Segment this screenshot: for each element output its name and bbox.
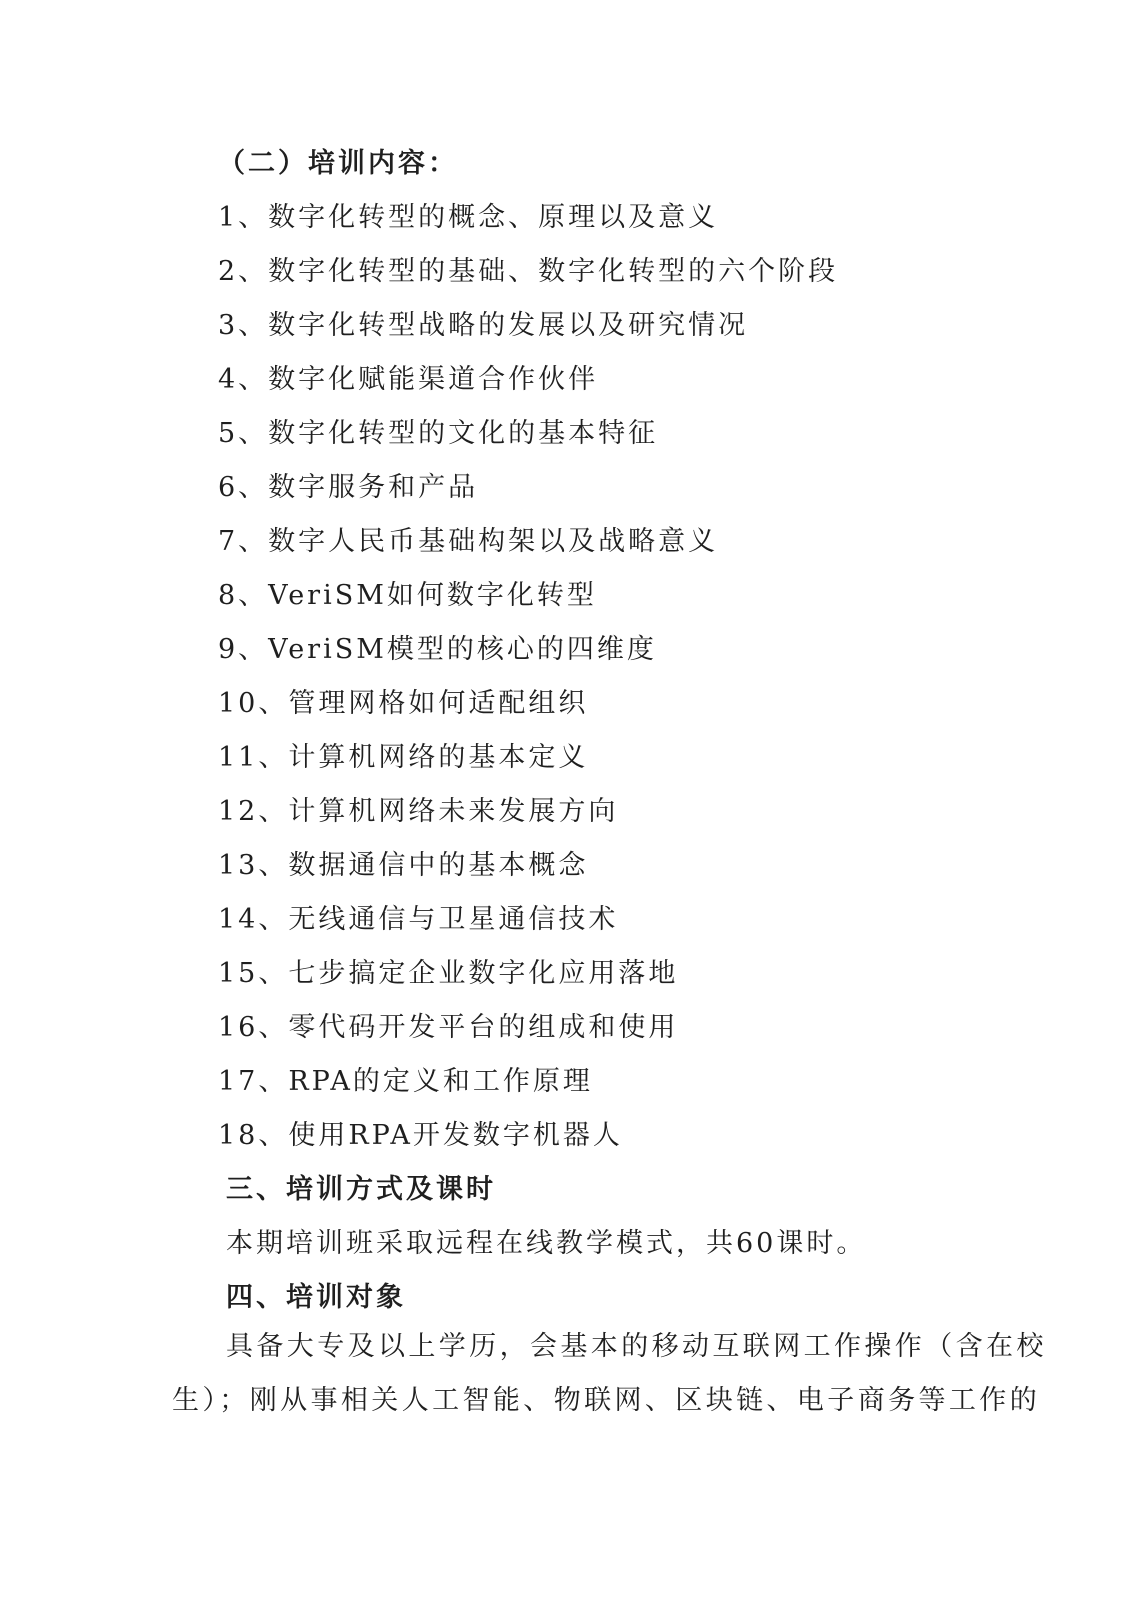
list-item: 15、七步搞定企业数字化应用落地 — [218, 958, 679, 989]
list-item: 4、数字化赋能渠道合作伙伴 — [218, 364, 599, 395]
list-item: 11、计算机网络的基本定义 — [218, 742, 589, 773]
list-item: 17、RPA的定义和工作原理 — [218, 1066, 593, 1097]
list-item: 8、VeriSM如何数字化转型 — [218, 580, 597, 611]
training-content-heading: （二）培训内容： — [218, 148, 458, 179]
list-item: 7、数字人民币基础构架以及战略意义 — [218, 526, 719, 557]
list-item: 9、VeriSM模型的核心的四维度 — [218, 634, 657, 665]
training-method-text: 本期培训班采取远程在线教学模式，共60课时。 — [226, 1228, 867, 1259]
list-item: 2、数字化转型的基础、数字化转型的六个阶段 — [218, 256, 839, 287]
list-item: 14、无线通信与卫星通信技术 — [218, 904, 619, 935]
list-item: 16、零代码开发平台的组成和使用 — [218, 1012, 679, 1043]
list-item: 5、数字化转型的文化的基本特征 — [218, 418, 659, 449]
list-item: 3、数字化转型战略的发展以及研究情况 — [218, 310, 749, 341]
list-item: 18、使用RPA开发数字机器人 — [218, 1120, 623, 1151]
list-item: 10、管理网格如何适配组织 — [218, 688, 589, 719]
list-item: 12、计算机网络未来发展方向 — [218, 796, 619, 827]
training-target-line-1: 具备大专及以上学历，会基本的移动互联网工作操作（含在校 — [226, 1331, 1047, 1362]
training-target-heading: 四、培训对象 — [226, 1282, 406, 1313]
list-item: 1、数字化转型的概念、原理以及意义 — [218, 202, 719, 233]
list-item: 6、数字服务和产品 — [218, 472, 479, 503]
training-method-heading: 三、培训方式及课时 — [226, 1174, 496, 1205]
list-item: 13、数据通信中的基本概念 — [218, 850, 589, 881]
training-target-line-2: 生）；刚从事相关人工智能、物联网、区块链、电子商务等工作的 — [172, 1385, 1041, 1416]
